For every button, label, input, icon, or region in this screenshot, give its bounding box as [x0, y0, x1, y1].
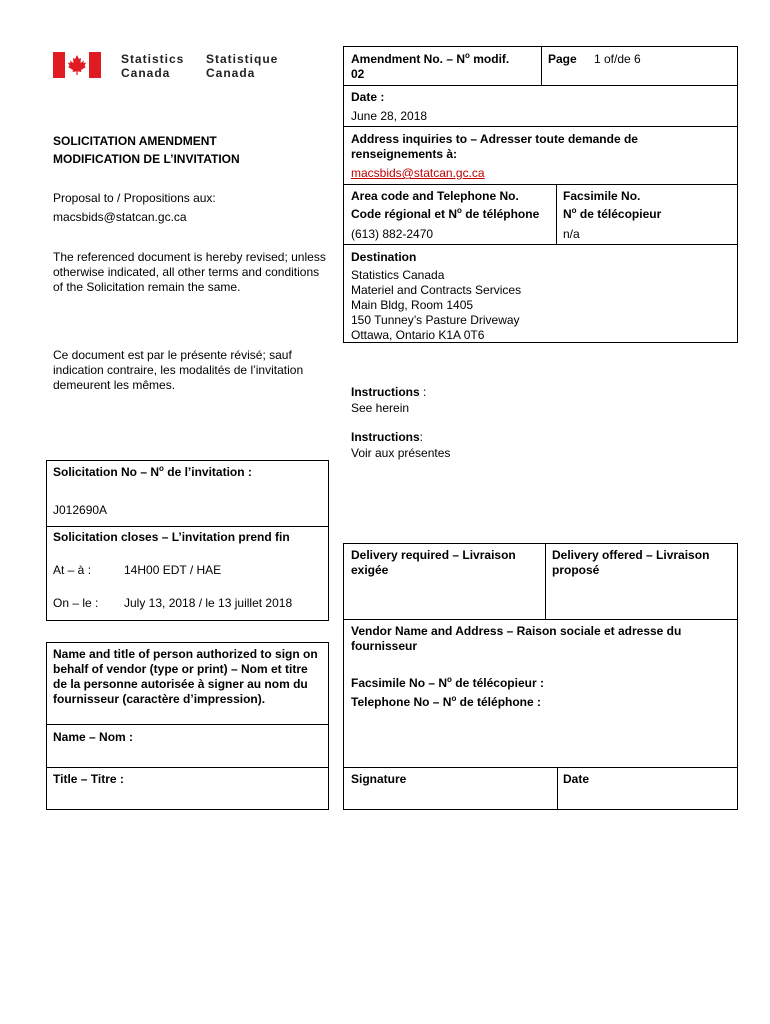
destination-line: Materiel and Contracts Services	[351, 283, 522, 297]
destination-line: Statistics Canada	[351, 268, 445, 282]
org-name-en-line1: Statistics	[121, 52, 185, 66]
closing-date-value: July 13, 2018 / le 13 juillet 2018	[124, 596, 293, 610]
authorized-title-label: Title – Titre :	[53, 772, 124, 786]
phone-label-fr: Code régional et $N^o$ de téléphone	[351, 206, 540, 221]
delivery-required-label: Delivery required – Livraison exigée	[351, 548, 516, 577]
doc-title-en: SOLICITATION AMENDMENT	[53, 134, 217, 148]
proposal-label: Proposal to / Propositions aux:	[53, 191, 216, 205]
org-name-fr-line2: Canada	[206, 66, 256, 80]
org-name-en-line2: Canada	[121, 66, 171, 80]
inquiries-email-link[interactable]: macsbids@statcan.gc.ca	[351, 166, 485, 180]
doc-title-fr: MODIFICATION DE L’INVITATION	[53, 152, 240, 166]
instructions-fr: Instructions: Voir aux présentes	[351, 430, 451, 460]
vendor-name-address-label: Vendor Name and Address – Raison sociale et adresse du fournisseur	[351, 624, 682, 653]
instructions-value-en: See herein	[351, 401, 410, 415]
destination-line: 150 Tunney’s Pasture Driveway	[351, 313, 520, 327]
authorized-person-label: Name and title of person authorized to sign on behalf of vendor (type or print) – Nom et titre de la personne autorisée à signer au nom du fournisseur (caractère d’impression).	[53, 647, 318, 706]
org-name-fr-line1: Statistique	[206, 52, 279, 66]
solicitation-closes-label: Solicitation closes – L’invitation prend fin	[53, 530, 290, 544]
closing-date-label: On – le :	[53, 596, 99, 610]
delivery-offered-label: Delivery offered – Livraison proposé	[552, 548, 710, 577]
amendment-number: 02	[351, 67, 365, 81]
date-label: Date :	[351, 90, 385, 104]
destination-address	[351, 268, 521, 343]
instructions-label-en: Instructions	[351, 385, 420, 399]
revised-notice-fr: Ce document est par le présente révisé; sauf indication contraire, les modalités de l’invitation demeurent les mêmes.	[53, 348, 304, 392]
phone-value: (613) 882-2470	[351, 227, 434, 241]
solicitation-number: J012690A	[53, 503, 108, 517]
fax-value: n/a	[563, 227, 580, 241]
solicitation-number-label: Solicitation No – $N^o$ de l’invitation :	[53, 464, 252, 479]
destination-label: Destination	[351, 250, 417, 264]
statcan-logo	[53, 52, 293, 82]
fax-label-en: Facsimile No.	[563, 189, 641, 203]
revised-notice-en: The referenced document is hereby revised; unless otherwise indicated, all other terms and conditions of the Solicitation remain the same.	[53, 250, 326, 294]
date-value: June 28, 2018	[351, 109, 428, 123]
instructions-en: Instructions : See herein	[351, 385, 427, 415]
page-value: 1 of/de 6	[594, 52, 641, 66]
vendor-fax-label: Facsimile No – $N^o$ de télécopieur :	[351, 675, 544, 690]
destination-line: Main Bldg, Room 1405	[351, 298, 474, 312]
authorized-name-label: Name – Nom :	[53, 730, 134, 744]
signature-label: Signature	[351, 772, 407, 786]
canada-flag-icon	[53, 52, 101, 78]
page-label: Page	[548, 52, 577, 66]
amendment-number-label: Amendment No. – $N^o$ modif.	[351, 51, 510, 66]
phone-label-en: Area code and Telephone No.	[351, 189, 519, 203]
instructions-label-fr: Instructions	[351, 430, 420, 444]
closing-time-value: 14H00 EDT / HAE	[124, 563, 222, 577]
signature-date-label: Date	[563, 772, 590, 786]
inquiries-label: Address inquiries to – Adresser toute demande de renseignements à:	[351, 132, 638, 161]
destination-line: Ottawa, Ontario K1A 0T6	[351, 328, 485, 342]
vendor-telephone-label: Telephone No – $N^o$ de téléphone :	[351, 694, 542, 709]
fax-label-fr: $N^o$ de télécopieur	[563, 206, 662, 221]
proposal-email: macsbids@statcan.gc.ca	[53, 210, 187, 224]
instructions-value-fr: Voir aux présentes	[351, 446, 451, 460]
closing-time-label: At – à :	[53, 563, 92, 577]
